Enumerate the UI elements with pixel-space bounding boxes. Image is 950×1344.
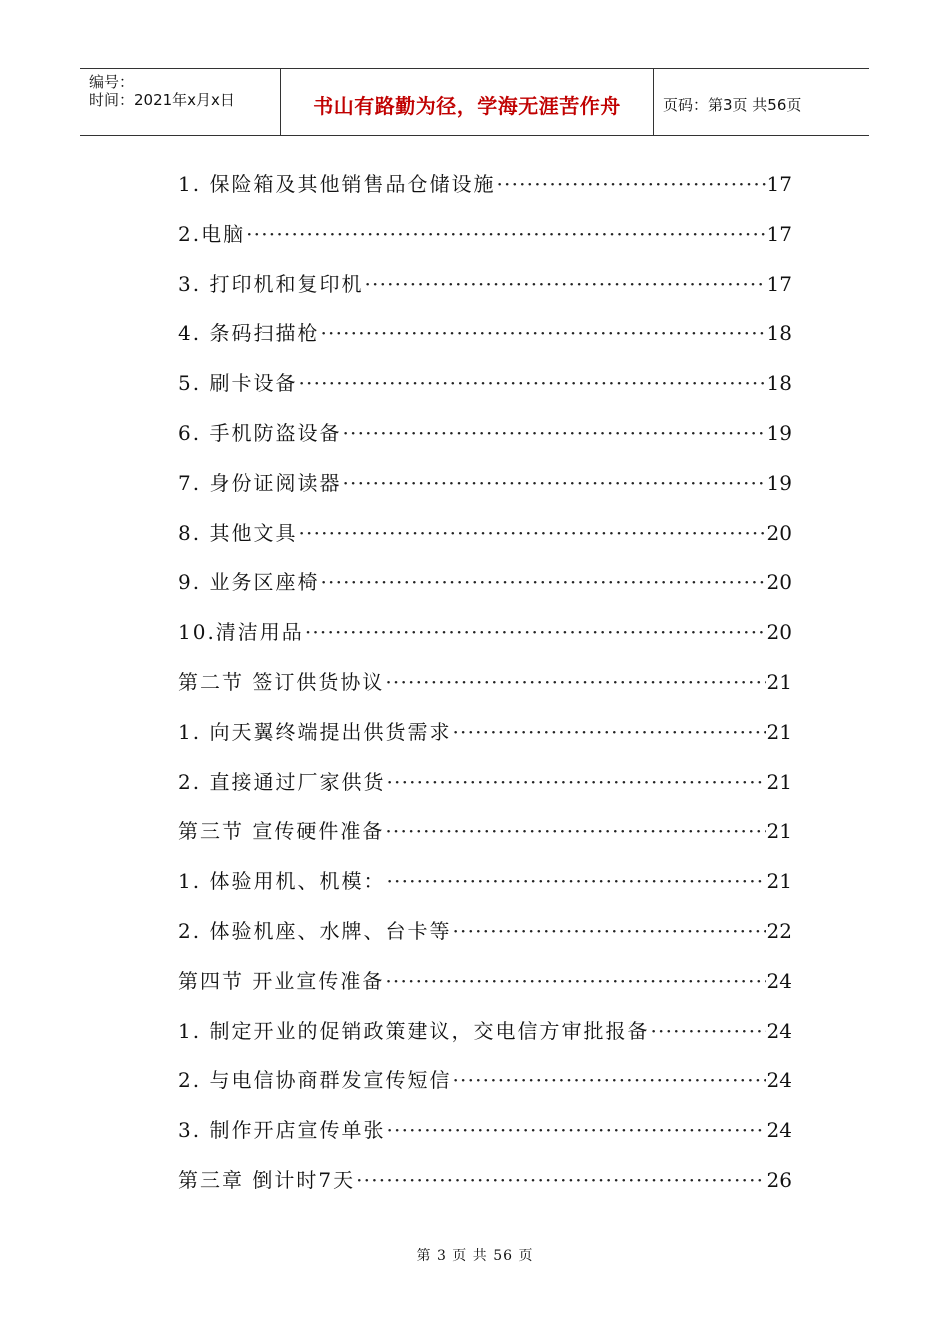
toc-entry[interactable] bbox=[178, 517, 792, 567]
toc-entry[interactable] bbox=[178, 666, 792, 716]
toc-entry[interactable] bbox=[178, 616, 792, 666]
toc-entry-page: 21 bbox=[766, 769, 792, 794]
toc-entry-label: 1. 制定开业的促销政策建议，交电信方审批报备 bbox=[178, 1018, 650, 1043]
toc-entry-page: 17 bbox=[766, 271, 792, 296]
toc-entry-label: 第四节 开业宣传准备 bbox=[178, 968, 385, 993]
toc-dot-leader bbox=[385, 969, 765, 993]
toc-dot-leader bbox=[305, 620, 766, 644]
toc-entry-label: 第三章 倒计时7天 bbox=[178, 1167, 356, 1192]
toc-entry[interactable] bbox=[178, 268, 792, 318]
toc-entry[interactable] bbox=[178, 1164, 792, 1214]
toc-entry[interactable] bbox=[178, 317, 792, 367]
toc-dot-leader bbox=[496, 172, 765, 196]
toc-entry-label: 6. 手机防盗设备 bbox=[178, 420, 342, 445]
toc-dot-leader bbox=[650, 1019, 765, 1043]
toc-entry[interactable] bbox=[178, 766, 792, 816]
table-of-contents bbox=[178, 168, 792, 1214]
header-motto: 书山有路勤为径，学海无涯苦作舟 bbox=[281, 69, 654, 135]
page-header bbox=[80, 68, 869, 136]
toc-dot-leader bbox=[452, 919, 765, 943]
toc-entry[interactable] bbox=[178, 815, 792, 865]
toc-entry-label: 9. 业务区座椅 bbox=[178, 570, 320, 595]
toc-entry[interactable] bbox=[178, 965, 792, 1015]
toc-entry-label: 5. 刷卡设备 bbox=[178, 371, 298, 396]
page-footer: 第 3 页 共 56 页 bbox=[416, 1248, 534, 1264]
toc-entry-page: 20 bbox=[766, 520, 792, 545]
toc-entry-page: 21 bbox=[766, 669, 792, 694]
toc-entry[interactable] bbox=[178, 367, 792, 417]
toc-entry-page: 22 bbox=[766, 918, 792, 943]
toc-entry-page: 17 bbox=[766, 221, 792, 246]
toc-entry-page: 24 bbox=[766, 1118, 792, 1143]
toc-dot-leader bbox=[452, 720, 765, 744]
toc-entry[interactable] bbox=[178, 467, 792, 517]
toc-dot-leader bbox=[386, 1118, 765, 1142]
toc-entry[interactable] bbox=[178, 1064, 792, 1114]
toc-dot-leader bbox=[342, 421, 765, 445]
toc-entry[interactable] bbox=[178, 168, 792, 218]
toc-entry-label: 1. 保险箱及其他销售品仓储设施 bbox=[178, 172, 496, 196]
toc-dot-leader bbox=[356, 1168, 765, 1192]
toc-dot-leader bbox=[386, 869, 765, 893]
toc-entry-page: 18 bbox=[766, 371, 792, 396]
toc-entry-page: 21 bbox=[766, 869, 792, 894]
toc-entry-label: 2. 体验机座、水牌、台卡等 bbox=[178, 918, 452, 943]
toc-entry-label: 3. 制作开店宣传单张 bbox=[178, 1118, 386, 1143]
toc-entry-page: 17 bbox=[766, 172, 792, 196]
toc-entry-label: 2. 与电信协商群发宣传短信 bbox=[178, 1068, 452, 1093]
document-date: 时间：2021年x月x日 bbox=[89, 91, 235, 109]
toc-entry-label: 第三节 宣传硬件准备 bbox=[178, 819, 385, 844]
toc-entry-page: 26 bbox=[766, 1167, 792, 1192]
toc-entry[interactable] bbox=[178, 716, 792, 766]
toc-entry-label: 第二节 签订供货协议 bbox=[178, 669, 385, 694]
header-page-info: 页码：第3页 共56页 bbox=[663, 95, 802, 114]
header-meta bbox=[80, 69, 281, 135]
toc-entry-label: 4. 条码扫描枪 bbox=[178, 321, 320, 346]
toc-entry-label: 7. 身份证阅读器 bbox=[178, 470, 342, 495]
toc-entry[interactable] bbox=[178, 1015, 792, 1065]
toc-entry[interactable] bbox=[178, 417, 792, 467]
toc-entry[interactable] bbox=[178, 218, 792, 268]
toc-dot-leader bbox=[298, 521, 765, 545]
toc-dot-leader bbox=[342, 471, 765, 495]
toc-entry-page: 24 bbox=[766, 968, 792, 993]
toc-entry-label: 1. 向天翼终端提出供货需求 bbox=[178, 719, 452, 744]
toc-entry-page: 20 bbox=[766, 570, 792, 595]
toc-dot-leader bbox=[320, 321, 765, 345]
toc-entry-label: 8. 其他文具 bbox=[178, 520, 298, 545]
toc-entry[interactable] bbox=[178, 1114, 792, 1164]
toc-dot-leader bbox=[246, 222, 765, 246]
toc-dot-leader bbox=[386, 770, 765, 794]
toc-entry-label: 2.电脑 bbox=[178, 221, 246, 246]
toc-entry-label: 2. 直接通过厂家供货 bbox=[178, 769, 386, 794]
toc-entry-page: 24 bbox=[766, 1068, 792, 1093]
toc-entry-label: 3. 打印机和复印机 bbox=[178, 271, 364, 296]
toc-dot-leader bbox=[452, 1068, 765, 1092]
toc-dot-leader bbox=[320, 570, 765, 594]
toc-entry-label: 10.清洁用品 bbox=[178, 620, 304, 645]
toc-dot-leader bbox=[385, 670, 765, 694]
toc-dot-leader bbox=[364, 272, 765, 296]
toc-entry-page: 24 bbox=[766, 1018, 792, 1043]
toc-entry-page: 19 bbox=[766, 420, 792, 445]
toc-entry[interactable] bbox=[178, 566, 792, 616]
document-number-label: 编号： bbox=[89, 73, 135, 91]
toc-dot-leader bbox=[385, 819, 765, 843]
toc-entry[interactable] bbox=[178, 915, 792, 965]
toc-entry-page: 20 bbox=[766, 620, 792, 645]
toc-entry-page: 21 bbox=[766, 719, 792, 744]
toc-dot-leader bbox=[298, 371, 765, 395]
toc-entry[interactable] bbox=[178, 865, 792, 915]
toc-entry-page: 19 bbox=[766, 470, 792, 495]
toc-entry-page: 21 bbox=[766, 819, 792, 844]
toc-entry-page: 18 bbox=[766, 321, 792, 346]
toc-entry-label: 1. 体验用机、机模： bbox=[178, 869, 386, 894]
